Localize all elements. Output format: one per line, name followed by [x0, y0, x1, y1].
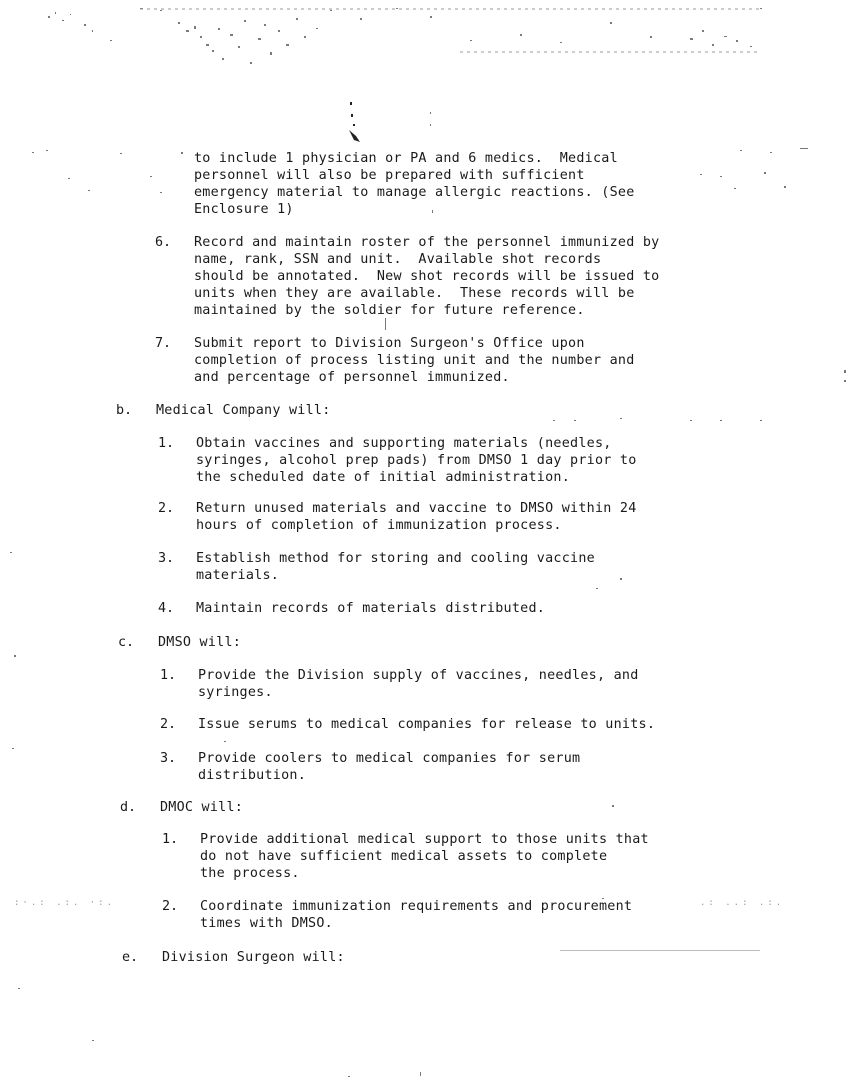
section-b-item-4-line-1: Maintain records of materials distributed.	[196, 601, 546, 616]
section-c-item-1-line-1: Provide the Division supply of vaccines, needles, and	[198, 668, 639, 683]
section-b-item-1-line-2: syringes, alcohol prep pads) from DMSO 1 day prior to	[196, 453, 637, 468]
section-e-heading: Division Surgeon will:	[162, 950, 345, 965]
section-b-item-3-number: 3.	[158, 551, 175, 566]
section-b-item-2-line-1: Return unused materials and vaccine to DMSO within 24	[196, 501, 637, 516]
section-c-item-1-line-2: syringes.	[198, 685, 273, 700]
continuation-line-3: emergency material to manage allergic reactions. (See	[194, 185, 635, 200]
section-d-item-2-number: 2.	[162, 899, 179, 914]
item-7-line-3: and percentage of personnel immunized.	[194, 370, 510, 385]
section-b-item-3-line-2: materials.	[196, 568, 280, 583]
item-6-line-3: should be annotated. New shot records will be issued to	[194, 269, 660, 284]
scan-noise-left: :·.: .:. ·:.	[14, 898, 116, 908]
continuation-line-1: to include 1 physician or PA and 6 medics. Medical	[194, 151, 618, 166]
section-d-item-2-line-2: times with DMSO.	[200, 916, 333, 931]
item-6-line-1: Record and maintain roster of the personnel immunized by	[194, 235, 660, 250]
section-c-item-3-line-1: Provide coolers to medical companies for serum	[198, 751, 581, 766]
section-b-item-1-line-1: Obtain vaccines and supporting materials (needles,	[196, 436, 612, 451]
section-d-item-1-line-2: do not have sufficient medical assets to complete	[200, 849, 608, 864]
section-b-item-2-line-2: hours of completion of immunization process.	[196, 518, 562, 533]
section-b-item-2-number: 2.	[158, 501, 175, 516]
section-c-item-3-number: 3.	[160, 751, 177, 766]
section-b-item-1-line-3: the scheduled date of initial administration.	[196, 470, 571, 485]
scan-noise-right: .: ..: .:.	[700, 898, 785, 908]
section-b-letter: b.	[116, 403, 133, 418]
section-d-letter: d.	[120, 800, 137, 815]
item-6-line-5: maintained by the soldier for future reference.	[194, 303, 585, 318]
section-e-letter: e.	[122, 950, 139, 965]
scan-mark	[340, 100, 370, 150]
section-d-item-1-number: 1.	[162, 832, 179, 847]
section-b-item-3-line-1: Establish method for storing and cooling vaccine	[196, 551, 595, 566]
item-6-number: 6.	[155, 235, 172, 250]
item-6-line-4: units when they are available. These records will be	[194, 286, 635, 301]
scan-noise-top	[0, 0, 848, 90]
section-b-item-1-number: 1.	[158, 436, 175, 451]
section-d-item-2-line-1: Coordinate immunization requirements and procurement	[200, 899, 633, 914]
continuation-line-2: personnel will also be prepared with sufficient	[194, 168, 585, 183]
continuation-line-4: Enclosure 1)	[194, 202, 294, 217]
section-c-letter: c.	[118, 635, 135, 650]
section-c-item-1-number: 1.	[160, 668, 177, 683]
section-c-item-2-number: 2.	[160, 717, 177, 732]
section-d-heading: DMOC will:	[160, 800, 244, 815]
section-b-item-4-number: 4.	[158, 601, 175, 616]
section-c-item-3-line-2: distribution.	[198, 768, 307, 783]
item-7-line-1: Submit report to Division Surgeon's Office upon	[194, 336, 585, 351]
item-7-line-2: completion of process listing unit and the number and	[194, 353, 635, 368]
section-c-item-2-line-1: Issue serums to medical companies for release to units.	[198, 717, 656, 732]
item-7-number: 7.	[155, 336, 172, 351]
section-b-heading: Medical Company will:	[156, 403, 331, 418]
section-d-item-1-line-3: the process.	[200, 866, 300, 881]
section-d-item-1-line-1: Provide additional medical support to those units that	[200, 832, 649, 847]
section-c-heading: DMSO will:	[158, 635, 242, 650]
item-6-line-2: name, rank, SSN and unit. Available shot records	[194, 252, 602, 267]
